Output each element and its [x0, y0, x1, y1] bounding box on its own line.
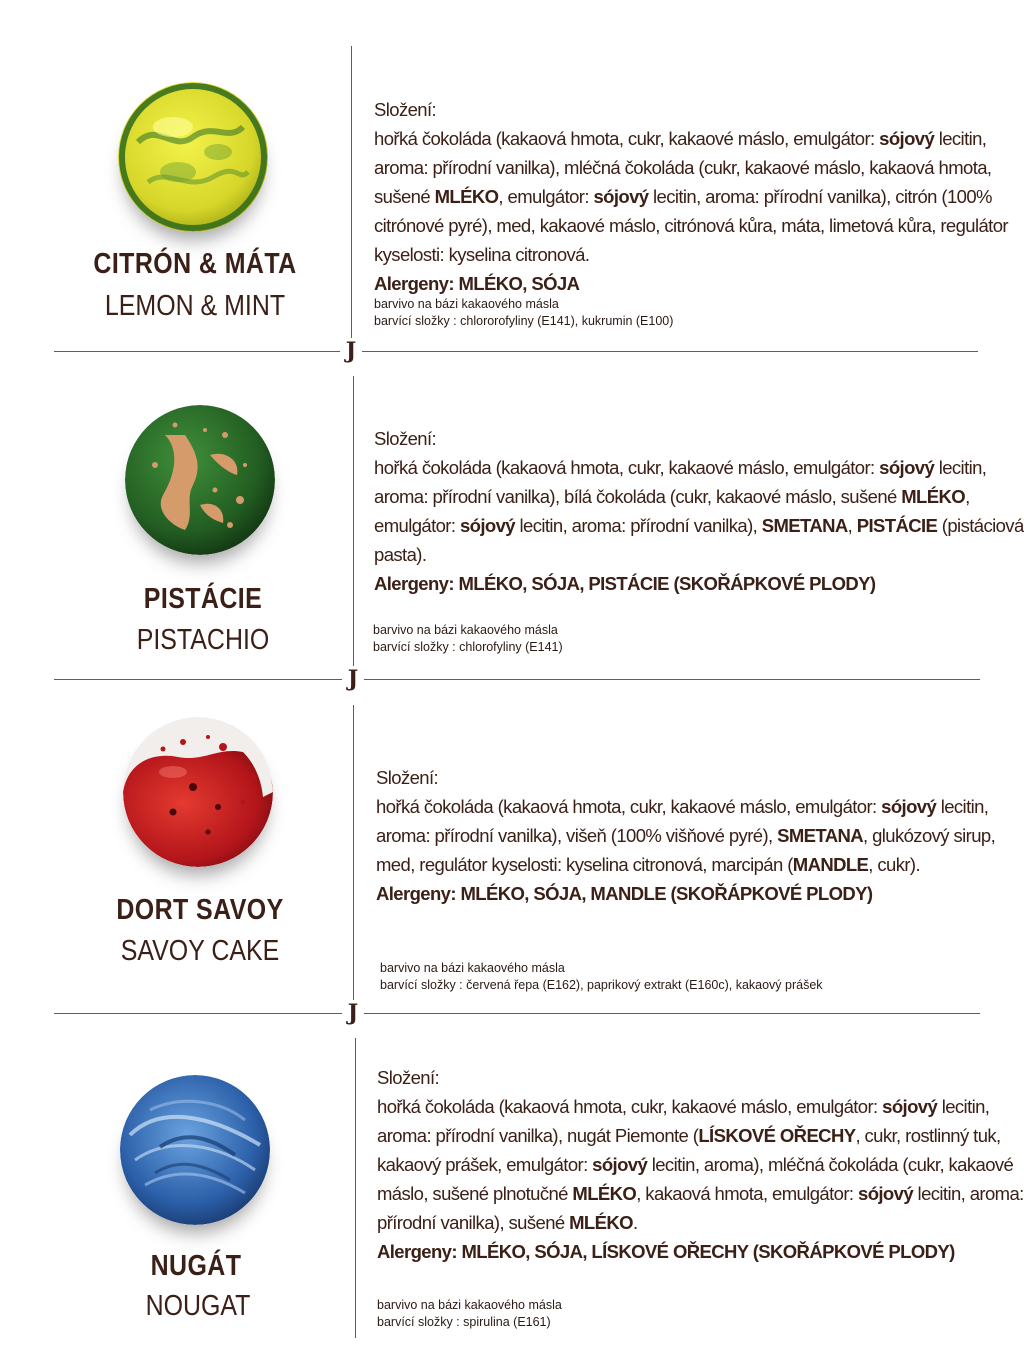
- vertical-divider: [351, 46, 352, 341]
- colorant-base: barvivo na bázi kakaového másla: [374, 297, 559, 311]
- product-name-cz: PISTÁCIE: [143, 583, 263, 615]
- nougat-bonbon-icon: [120, 1075, 270, 1225]
- horizontal-divider: [54, 1013, 980, 1014]
- composition-block: [374, 95, 1024, 298]
- horizontal-divider: [54, 679, 980, 680]
- composition-block: [376, 763, 1024, 908]
- vertical-divider: [353, 705, 354, 1001]
- product-name-cz: CITRÓN & MÁTA: [93, 248, 297, 280]
- product-name-en: LEMON & MINT: [104, 290, 286, 322]
- composition-label: Složení:: [376, 767, 439, 788]
- colorant-base: barvivo na bázi kakaového másla: [377, 1298, 562, 1312]
- allergens-text: Alergeny: MLÉKO, SÓJA: [374, 273, 580, 294]
- product-name-en: NOUGAT: [145, 1290, 251, 1322]
- colorant-base: barvivo na bázi kakaového másla: [380, 961, 565, 975]
- vertical-divider: [355, 1038, 356, 1338]
- product-name-en: PISTACHIO: [136, 624, 270, 656]
- allergens-text: Alergeny: MLÉKO, SÓJA, MANDLE (SKOŘÁPKOVÉ PLODY): [376, 883, 873, 904]
- composition-label: Složení:: [374, 428, 437, 449]
- product-name-cz: NUGÁT: [150, 1250, 242, 1282]
- allergens-text: Alergeny: MLÉKO, SÓJA, PISTÁCIE (SKOŘÁPKOVÉ PLODY): [374, 573, 876, 594]
- lemon-mint-bonbon-icon: [118, 82, 268, 232]
- composition-text: hořká čokoláda (kakaová hmota, cukr, kakaové máslo, emulgátor: sójový lecitin, aroma: přírodní vanilka), nugát Piemonte (LÍSKOVÉ OŘECHY, cukr, rostlinný tuk, kakaový prášek, emulgátor: sójový lecitin, aroma), mléčná čokoláda (cukr, kakaové máslo, sušené plnotučné MLÉKO, kakaová hmota, emulgátor: sójový lecitin, aroma: přírodní vanilka), sušené MLÉKO.: [377, 1096, 1024, 1233]
- composition-block: [374, 424, 1024, 598]
- colorant-components: barvící složky : spirulina (E161): [377, 1315, 551, 1329]
- brand-logo-icon: J: [342, 666, 364, 692]
- composition-block: [377, 1063, 1024, 1266]
- colorant-base: barvivo na bázi kakaového másla: [373, 623, 558, 637]
- composition-label: Složení:: [377, 1067, 440, 1088]
- savoy-cake-bonbon-icon: [123, 717, 273, 867]
- brand-logo-icon: J: [340, 338, 362, 364]
- colorant-components: barvící složky : červená řepa (E162), paprikový extrakt (E160c), kakaový prášek: [380, 978, 823, 992]
- colorant-components: barvící složky : chlororofyliny (E141), kukrumin (E100): [374, 314, 674, 328]
- composition-text: hořká čokoláda (kakaová hmota, cukr, kakaové máslo, emulgátor: sójový lecitin, aroma: přírodní vanilka), višeň (100% višňové pyré), SMETANA, glukózový sirup, med, regulátor kyselosti: kyselina citronová, marcipán (MANDLE, cukr).: [376, 796, 996, 875]
- colorant-note: [377, 1297, 562, 1331]
- colorant-note: [373, 622, 563, 656]
- composition-text: hořká čokoláda (kakaová hmota, cukr, kakaové máslo, emulgátor: sójový lecitin, aroma: přírodní vanilka), mléčná čokoláda (cukr, kakaové máslo, kakaová hmota, sušené MLÉKO, emulgátor: sójový lecitin, aroma: přírodní vanilka), citrón (100% citrónové pyré), med, kakaové máslo, citrónová kůra, máta, limetová kůra, regulátor kyselosti: kyselina citronová.: [374, 128, 1008, 265]
- pistachio-bonbon-icon: [125, 405, 275, 555]
- colorant-note: [374, 296, 673, 330]
- horizontal-divider: [54, 351, 978, 352]
- allergens-text: Alergeny: MLÉKO, SÓJA, LÍSKOVÉ OŘECHY (SKOŘÁPKOVÉ PLODY): [377, 1241, 955, 1262]
- brand-logo-icon: J: [342, 1000, 364, 1026]
- product-name-cz: DORT SAVOY: [116, 894, 284, 926]
- colorant-note: [380, 960, 823, 994]
- colorant-components: barvící složky : chlorofyliny (E141): [373, 640, 563, 654]
- composition-label: Složení:: [374, 99, 437, 120]
- vertical-divider: [353, 376, 354, 666]
- composition-text: hořká čokoláda (kakaová hmota, cukr, kakaové máslo, emulgátor: sójový lecitin, aroma: přírodní vanilka), bílá čokoláda (cukr, kakaové máslo, sušené MLÉKO, emulgátor: sójový lecitin, aroma: přírodní vanilka), SMETANA, PISTÁCIE (pistáciová pasta).: [374, 457, 1024, 565]
- product-name-en: SAVOY CAKE: [120, 935, 280, 967]
